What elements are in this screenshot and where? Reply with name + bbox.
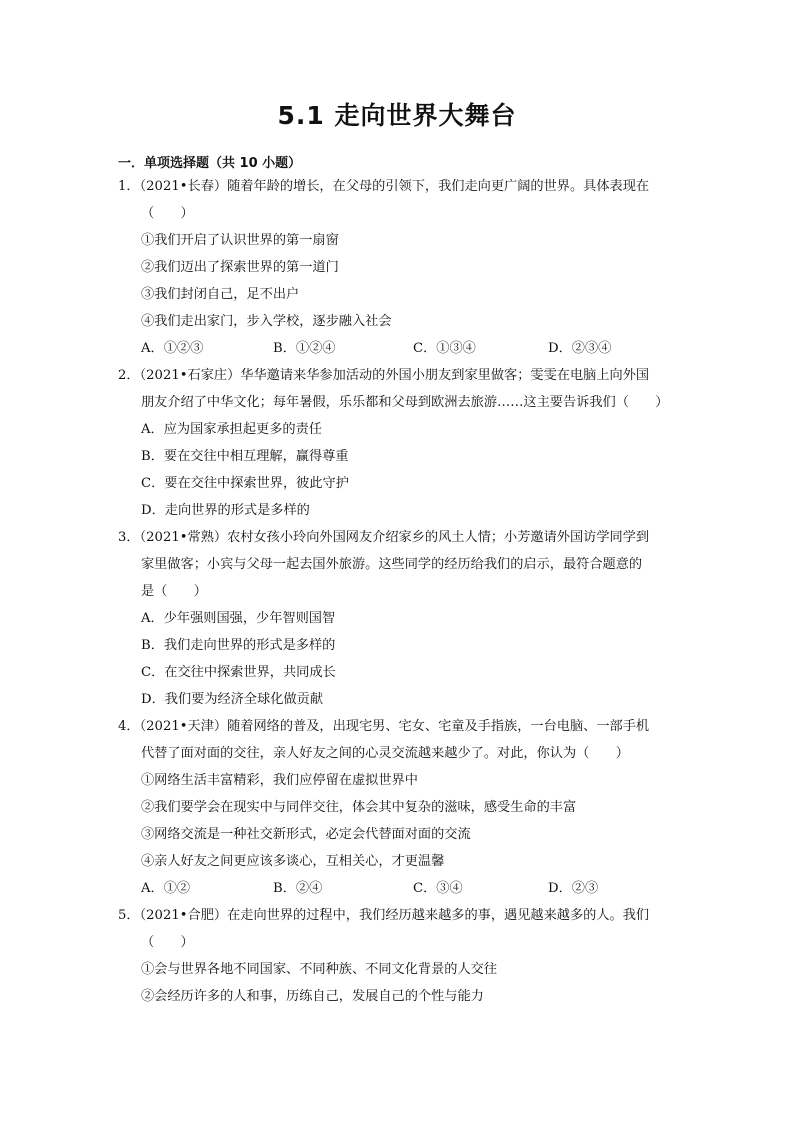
question-4-line-1: 4．（2021•天津）随着网络的普及，出现宅男、宅女、宅童及手指族，一台电脑、一部手机 [118,719,650,734]
option-a: A．①② [141,881,191,896]
question-3-line-3: 是（ ） [141,584,207,599]
question-2-line-2: 朋友介绍了中华文化；每年暑假，乐乐都和父母到欧洲去旅游……这主要告诉我们（ ） [141,395,669,410]
question-5-line-1: 5．（2021•合肥）在走向世界的过程中，我们经历越来越多的事，遇见越来越多的人。我们 [118,908,650,923]
option-b: B．②④ [273,881,323,896]
question-2-line-1: 2．（2021•石家庄）华华邀请来华参加活动的外国小朋友到家里做客；雯雯在电脑上向外国 [118,368,650,383]
question-1-item-4: ④我们走出家门，步入学校，逐步融入社会 [141,314,392,329]
page-title: 5.1 走向世界大舞台 [277,101,517,130]
question-2-option-b: B．要在交往中相互理解，赢得尊重 [141,449,349,464]
option-d: D．②③④ [548,341,612,356]
question-5-line-2: （ ） [141,935,194,950]
question-1-line-1: 1．（2021•长春）随着年龄的增长，在父母的引领下，我们走向更广阔的世界。具体表现在 [118,179,650,194]
option-c: C．①③④ [413,341,476,356]
question-1-options [141,339,661,359]
question-4-options [141,879,661,899]
question-3-option-d: D．我们要为经济全球化做贡献 [141,692,324,707]
question-4-item-1: ①网络生活丰富精彩，我们应停留在虚拟世界中 [141,773,418,788]
question-5-item-2: ②会经历许多的人和事，历练自己，发展自己的个性与能力 [141,989,484,1004]
option-d: D．②③ [548,881,599,896]
question-3-line-1: 3．（2021•常熟）农村女孩小玲向外国网友介绍家乡的风土人情；小芳邀请外国访学同学到 [118,530,650,545]
question-5-item-1: ①会与世界各地不同国家、不同种族、不同文化背景的人交往 [141,962,498,977]
question-1-item-2: ②我们迈出了探索世界的第一道门 [141,260,339,275]
question-1-item-1: ①我们开启了认识世界的第一扇窗 [141,233,339,248]
option-a: A．①②③ [141,341,204,356]
question-2-option-a: A．应为国家承担起更多的责任 [141,422,322,437]
section-heading: 一．单项选择题（共 10 小题） [118,156,302,171]
question-3-line-2: 家里做客；小宾与父母一起去国外旅游。这些同学的经历给我们的启示，最符合题意的 [141,557,643,572]
question-1-item-3: ③我们封闭自己，足不出户 [141,287,300,302]
question-3-option-a: A．少年强则国强，少年智则国智 [141,611,336,626]
question-4-item-4: ④亲人好友之间更应该多谈心，互相关心，才更温馨 [141,854,445,869]
question-4-item-2: ②我们要学会在现实中与同伴交往，体会其中复杂的滋味，感受生命的丰富 [141,800,577,815]
question-3-option-c: C．在交往中探索世界，共同成长 [141,665,336,680]
option-b: B．①②④ [273,341,336,356]
question-1-line-2: （ ） [141,206,194,221]
option-c: C．③④ [413,881,463,896]
question-3-option-b: B．我们走向世界的形式是多样的 [141,638,336,653]
question-2-option-c: C．要在交往中探索世界，彼此守护 [141,476,349,491]
question-4-item-3: ③网络交流是一种社交新形式，必定会代替面对面的交流 [141,827,471,842]
question-2-option-d: D．走向世界的形式是多样的 [141,503,310,518]
question-4-line-2: 代替了面对面的交往，亲人好友之间的心灵交流越来越少了。对此，你认为（ ） [141,746,629,761]
